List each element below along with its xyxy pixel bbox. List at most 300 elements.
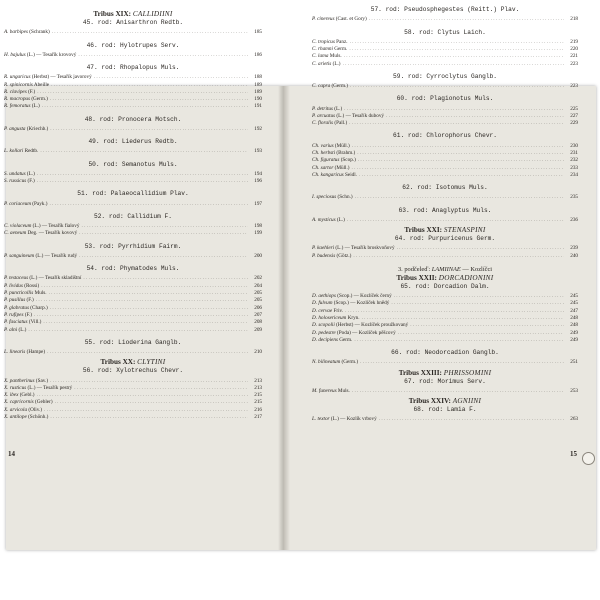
dot-leader xyxy=(94,74,248,81)
species-name: L. textor xyxy=(312,416,330,423)
species-entry xyxy=(312,194,578,201)
species-entry xyxy=(4,178,262,185)
species-author: (Schrank) xyxy=(27,29,50,36)
species-name: P. lividus xyxy=(4,282,23,289)
species-page-number: 186 xyxy=(254,51,262,58)
species-page-number: 239 xyxy=(570,245,578,252)
species-author: (F.) xyxy=(23,311,33,318)
genus-heading: 57. rod: Pseudosphegestes (Reitt.) Plav. xyxy=(370,6,520,13)
species-name: P. rufipes xyxy=(4,311,24,318)
tribus-heading xyxy=(312,397,578,406)
species-name: C. tropicus xyxy=(312,38,335,45)
species-page-number: 231 xyxy=(570,149,578,156)
species-name: Ch. sartor xyxy=(312,164,334,171)
genus-heading: 56. rod: Xylotrechus Chevr. xyxy=(82,367,184,375)
species-entry xyxy=(312,143,578,150)
species-text xyxy=(312,416,377,423)
species-page-number: 219 xyxy=(570,38,578,45)
species-text xyxy=(4,148,38,155)
genus-heading: 61. rod: Chlorophorus Chevr. xyxy=(393,132,497,140)
species-page-number: 191 xyxy=(254,103,262,110)
species-name: P. budensis xyxy=(312,252,336,259)
species-author: (Gebl.) xyxy=(18,392,35,399)
species-name: P. testaceus xyxy=(4,275,29,282)
dot-leader xyxy=(37,171,248,178)
species-text xyxy=(312,253,351,260)
species-name: Ch. kangaricus xyxy=(312,171,344,178)
species-entry xyxy=(312,165,578,172)
species-text xyxy=(312,308,343,315)
dot-leader xyxy=(34,312,248,319)
species-entry xyxy=(312,113,578,120)
species-author: (Vill.) xyxy=(27,319,42,326)
species-text xyxy=(4,305,48,312)
genus-heading: 59. rod: Cyrroclytus Ganglb. xyxy=(393,72,497,80)
species-page-number: 197 xyxy=(254,200,262,207)
species-author: (F.) xyxy=(26,178,35,185)
tribus-heading xyxy=(312,369,578,378)
dot-leader xyxy=(47,349,248,356)
species-name: P. detritus xyxy=(312,105,333,112)
species-entry xyxy=(4,385,262,392)
species-page-number: 205 xyxy=(254,290,262,297)
species-author: Germ. xyxy=(332,46,348,52)
species-name: H. bajulus xyxy=(4,51,26,58)
species-author: (L.) — Kozlík vrbový xyxy=(329,416,377,423)
species-entry xyxy=(4,312,262,319)
species-text xyxy=(4,52,76,59)
species-entry xyxy=(312,217,578,224)
species-author: (Müll.) xyxy=(333,142,350,149)
tribus-heading xyxy=(312,226,578,235)
species-author: Panz. xyxy=(334,38,348,45)
species-author: (Germ.) xyxy=(30,96,48,103)
dot-leader xyxy=(357,150,564,157)
species-author: (Cast. et Gory) xyxy=(334,16,367,23)
species-text xyxy=(312,330,396,337)
dot-leader xyxy=(79,253,248,260)
species-name: P. arcuatus xyxy=(312,112,336,119)
species-text xyxy=(312,300,389,307)
species-name: L. linearis xyxy=(4,349,26,356)
genus-heading: 50. rod: Semanotus Muls. xyxy=(88,160,178,168)
subfamily-common-name: — Kozlíčci xyxy=(460,265,493,273)
species-name: P. kaehleri xyxy=(312,245,335,252)
species-page-number: 193 xyxy=(254,148,262,155)
species-name: D. aethiops xyxy=(312,293,336,300)
species-name: D. pedestre xyxy=(312,329,336,336)
species-entry xyxy=(4,52,262,59)
species-page-number: 229 xyxy=(570,120,578,127)
species-author: (Germ.) xyxy=(340,359,359,366)
species-entry xyxy=(4,126,262,133)
species-page-number: 249 xyxy=(570,336,578,343)
species-text xyxy=(4,89,35,96)
species-name: I. speciosus xyxy=(312,194,337,201)
species-name: R. spinicornis xyxy=(4,81,33,88)
species-page-number: 196 xyxy=(254,178,262,185)
tribus-heading xyxy=(312,274,578,283)
dot-leader xyxy=(78,52,248,59)
species-author: Germ. xyxy=(337,336,353,343)
species-name: D. fulvum xyxy=(312,300,333,307)
species-author: (Charp.) xyxy=(28,304,48,311)
species-page-number: 232 xyxy=(570,157,578,164)
species-author: Friv. xyxy=(332,307,344,314)
species-author: (Herbst) — Kozlíček proužkovaný xyxy=(334,322,409,329)
species-page-number: 233 xyxy=(570,164,578,171)
species-author: (Müll.) xyxy=(333,164,350,171)
genus-heading: 67. rod: Morimus Serv. xyxy=(404,377,486,385)
species-entry xyxy=(312,337,578,344)
species-author: (L.) — Tesařík pestrý xyxy=(26,384,73,391)
dot-leader xyxy=(343,61,564,68)
left-page xyxy=(4,8,262,421)
species-name: A. mysticus xyxy=(312,216,336,223)
dot-leader xyxy=(344,106,564,113)
species-text xyxy=(312,245,395,252)
species-text xyxy=(312,143,350,150)
dot-leader xyxy=(352,143,564,150)
species-name: X. ibex xyxy=(4,392,19,399)
species-name: M. funereus xyxy=(312,387,337,394)
species-page-number: 227 xyxy=(570,112,578,119)
species-text xyxy=(4,103,40,110)
species-author: (L.) — Tesařík dubový xyxy=(335,112,385,119)
species-entry xyxy=(312,83,578,90)
species-author: (Rossi) xyxy=(22,282,40,289)
dot-leader xyxy=(397,245,564,252)
tribus-label: Tribus XXIV: xyxy=(408,397,451,406)
dot-leader xyxy=(410,322,564,329)
dot-leader xyxy=(379,416,564,423)
species-entry xyxy=(4,297,262,304)
species-page-number: 205 xyxy=(254,297,262,304)
species-entry xyxy=(312,53,578,60)
genus-heading: 47. rod: Rhopalopus Muls. xyxy=(86,64,180,71)
genus-heading: 45. rod: Anisarthron Redtb. xyxy=(82,19,184,26)
species-text xyxy=(312,39,348,46)
species-name: X. pantherinus xyxy=(4,377,35,384)
genus-heading: 62. rod: Isotomus Muls. xyxy=(402,184,488,192)
species-page-number: 213 xyxy=(254,377,262,384)
species-entry xyxy=(4,414,262,421)
tribus-name: DORCADIONINI xyxy=(438,273,494,282)
species-author: (Scop.) — Kozlíček černý xyxy=(335,293,392,300)
dot-leader xyxy=(345,308,564,315)
species-name: Ch. figuratus xyxy=(312,157,340,164)
tribus-label: Tribus XX: xyxy=(100,358,136,367)
species-author: (F.) xyxy=(26,88,36,95)
species-entry xyxy=(4,319,262,326)
species-author: (Brahm.) xyxy=(335,149,356,156)
species-page-number: 253 xyxy=(570,387,578,394)
dot-leader xyxy=(37,392,248,399)
tribus-label: Tribus XXIII: xyxy=(398,368,442,377)
dot-leader xyxy=(398,330,564,337)
species-entry xyxy=(312,308,578,315)
species-page-number: 188 xyxy=(254,74,262,81)
species-author: (L.) — Tesařík krovový xyxy=(25,51,77,58)
species-entry xyxy=(4,253,262,260)
species-text xyxy=(4,399,53,406)
genus-heading: 66. rod: Neodorcadion Ganglb. xyxy=(391,349,499,357)
right-page-number: 15 xyxy=(570,450,577,458)
species-author: (Götz.) xyxy=(335,252,352,259)
dot-leader xyxy=(36,297,248,304)
species-entry xyxy=(312,322,578,329)
dot-leader xyxy=(50,126,248,133)
species-entry xyxy=(312,253,578,260)
species-text xyxy=(4,378,48,385)
species-page-number: 234 xyxy=(570,171,578,178)
species-author: (L.) — Tesařík skladištní xyxy=(28,275,82,282)
species-author: (L.) xyxy=(331,60,341,67)
species-entry xyxy=(4,349,262,356)
species-entry xyxy=(4,89,262,96)
species-page-number: 192 xyxy=(254,125,262,132)
species-author: (L.) xyxy=(30,103,40,110)
species-text xyxy=(312,120,347,127)
species-text xyxy=(4,319,41,326)
species-author: Redtb. xyxy=(23,148,39,155)
dot-leader xyxy=(350,39,564,46)
dot-leader xyxy=(358,157,564,164)
species-author: Muls. xyxy=(33,290,47,297)
species-name: P. glabratus xyxy=(4,304,29,311)
species-name: C. aeneum xyxy=(4,230,27,237)
genus-heading: 63. rod: Anaglyptus Muls. xyxy=(398,206,492,214)
dot-leader xyxy=(369,16,564,23)
species-author: (Herbst) — Tesařík javorový xyxy=(30,74,92,81)
species-entry xyxy=(4,82,262,89)
dot-leader xyxy=(41,283,248,290)
tribus-name: AGNIINI xyxy=(452,397,482,406)
species-entry xyxy=(4,96,262,103)
genus-heading: 51. rod: Palaeocallidium Plav. xyxy=(77,190,189,198)
species-text xyxy=(312,194,353,201)
species-entry xyxy=(312,46,578,53)
species-name: X. rusticus xyxy=(4,384,27,391)
species-entry xyxy=(312,300,578,307)
subfamily-name: LAMIINAE xyxy=(431,265,461,273)
dot-leader xyxy=(355,194,564,201)
dot-leader xyxy=(40,148,248,155)
species-author: (L.) — Tesařík broskvoňový xyxy=(334,245,395,252)
tribus-name: CALLIDIINI xyxy=(132,10,173,18)
species-page-number: 215 xyxy=(254,399,262,406)
species-page-number: 223 xyxy=(570,60,578,67)
species-name: R. clavipes xyxy=(4,88,27,95)
species-author: Muls. xyxy=(328,53,342,60)
genus-heading: 60. rod: Plagionotus Muls. xyxy=(396,95,494,103)
species-page-number: 206 xyxy=(254,304,262,311)
tribus-name: CLYTINI xyxy=(137,358,166,367)
species-name: X. arvicola xyxy=(4,406,28,413)
species-name: R. femoratus xyxy=(4,103,31,110)
species-author: (L.) xyxy=(17,326,27,333)
species-author: (L.) — Tesařík rudý xyxy=(34,252,78,259)
species-name: A. barbipes xyxy=(4,29,28,36)
species-name: P. fasciatus xyxy=(4,319,28,326)
species-author: (Scop.) — Kozlíček hnědý xyxy=(332,300,390,307)
genus-heading: 53. rod: Pyrrhidium Fairm. xyxy=(84,242,182,250)
species-author: (Sav.) xyxy=(34,377,49,384)
tribus-name: PHRISSOMINI xyxy=(443,368,492,377)
species-entry xyxy=(312,120,578,127)
species-entry xyxy=(4,103,262,110)
species-name: C. floralis xyxy=(312,120,334,127)
tribus-name: STENASPINI xyxy=(443,226,486,235)
dot-leader xyxy=(391,300,564,307)
species-text xyxy=(312,157,356,164)
dot-leader xyxy=(55,399,248,406)
species-name: P. cinereus xyxy=(312,16,335,23)
dot-leader xyxy=(50,96,248,103)
species-entry xyxy=(4,407,262,414)
species-text xyxy=(4,349,45,356)
species-text xyxy=(4,178,35,185)
dot-leader xyxy=(360,359,564,366)
dot-leader xyxy=(44,407,248,414)
genus-heading: 52. rod: Callidium F. xyxy=(94,212,172,220)
dot-leader xyxy=(50,305,248,312)
dot-leader xyxy=(386,113,564,120)
species-entry xyxy=(4,399,262,406)
species-page-number: 249 xyxy=(570,329,578,336)
species-entry xyxy=(312,61,578,68)
species-author: Muls. xyxy=(336,387,350,394)
species-author: Abeille xyxy=(32,81,50,88)
dot-leader xyxy=(349,120,564,127)
species-text xyxy=(312,16,367,23)
tribus-label: Tribus XXI: xyxy=(404,226,443,235)
dot-leader xyxy=(344,53,564,60)
dot-leader xyxy=(83,275,248,282)
genus-heading: 55. rod: Lioderina Ganglb. xyxy=(84,338,182,346)
species-text xyxy=(312,46,347,53)
dot-leader xyxy=(394,293,564,300)
species-entry xyxy=(4,171,262,178)
species-entry xyxy=(4,290,262,297)
species-entry xyxy=(312,172,578,179)
species-name: N. bilineatum xyxy=(312,359,341,366)
species-page-number: 204 xyxy=(254,282,262,289)
dot-leader xyxy=(49,201,248,208)
species-page-number: 247 xyxy=(570,307,578,314)
species-page-number: 225 xyxy=(570,105,578,112)
species-entry xyxy=(4,283,262,290)
species-page-number: 236 xyxy=(570,216,578,223)
genus-heading: 46. rod: Hylotrupes Serv. xyxy=(86,41,180,49)
species-author: Kryn. xyxy=(346,315,360,322)
dot-leader xyxy=(353,253,564,260)
species-text xyxy=(312,359,358,366)
genus-heading: 65. rod: Dorcadion Dalm. xyxy=(400,282,490,290)
dot-leader xyxy=(354,337,564,344)
species-text xyxy=(312,388,350,395)
dot-leader xyxy=(28,327,248,334)
genus-heading: 54. rod: Phymatodes Muls. xyxy=(86,265,180,273)
species-name: C. rhamni xyxy=(312,46,333,52)
species-page-number: 217 xyxy=(254,414,262,421)
species-author: (Oliv.) xyxy=(27,406,42,413)
species-page-number: 248 xyxy=(570,322,578,329)
left-page-number: 14 xyxy=(8,450,15,458)
tribus-label: Tribus XIX: xyxy=(93,10,132,18)
subfamily-label: 3. podčeleď: xyxy=(397,265,431,273)
species-page-number: 263 xyxy=(570,416,578,423)
dot-leader xyxy=(351,165,564,172)
dot-leader xyxy=(52,29,248,36)
dot-leader xyxy=(42,103,248,110)
species-author: (Kriechb.) xyxy=(25,125,49,132)
tribus-label: Tribus XXII: xyxy=(396,273,437,282)
tribus-heading xyxy=(4,358,262,367)
species-author: (Schn.) xyxy=(336,194,353,201)
species-name: S. russicus xyxy=(4,178,27,185)
species-author: (L.) xyxy=(332,105,343,112)
species-name: D. cervae xyxy=(312,307,333,314)
species-entry xyxy=(4,327,262,334)
species-text xyxy=(4,275,81,282)
species-page-number: 240 xyxy=(570,252,578,259)
dot-leader xyxy=(74,385,248,392)
species-entry xyxy=(312,106,578,113)
species-page-number: 230 xyxy=(570,142,578,149)
species-entry xyxy=(312,245,578,252)
dot-leader xyxy=(347,217,564,224)
species-author: (Schönh.) xyxy=(26,414,49,421)
species-entry xyxy=(4,305,262,312)
species-page-number: 207 xyxy=(254,311,262,318)
genus-heading: 49. rod: Liederus Redtb. xyxy=(88,138,178,146)
species-page-number: 223 xyxy=(570,83,578,90)
species-entry xyxy=(4,29,262,36)
species-entry xyxy=(4,148,262,155)
species-name: D. scopolii xyxy=(312,322,335,329)
species-text xyxy=(4,407,42,414)
species-name: C. arietis xyxy=(312,60,332,67)
species-page-number: 248 xyxy=(570,315,578,322)
species-text xyxy=(312,83,348,90)
subfamily-heading xyxy=(312,266,578,274)
species-page-number: 208 xyxy=(254,319,262,326)
species-text xyxy=(4,253,77,260)
species-text xyxy=(312,53,342,60)
species-entry xyxy=(312,16,578,23)
species-author: (Pall.) xyxy=(333,120,348,127)
species-page-number: 235 xyxy=(570,194,578,201)
dot-leader xyxy=(349,46,564,53)
species-page-number: 189 xyxy=(254,81,262,88)
dot-leader xyxy=(50,378,248,385)
species-name: X. capricornis xyxy=(4,399,34,406)
genus-heading: 58. rod: Clytus Laich. xyxy=(404,28,486,36)
species-name: P. coriaceum xyxy=(4,200,31,207)
species-name: Ch. herbsti xyxy=(312,149,336,156)
species-author: Deg. — Tesařík kovový xyxy=(26,230,78,237)
species-text xyxy=(4,414,48,421)
dot-leader xyxy=(50,414,248,421)
dot-leader xyxy=(81,223,248,230)
species-page-number: 185 xyxy=(254,29,262,36)
dot-leader xyxy=(49,290,248,297)
species-text xyxy=(4,297,34,304)
species-author: (F.) xyxy=(25,297,34,304)
species-text xyxy=(312,165,349,172)
book-gutter xyxy=(278,86,290,550)
